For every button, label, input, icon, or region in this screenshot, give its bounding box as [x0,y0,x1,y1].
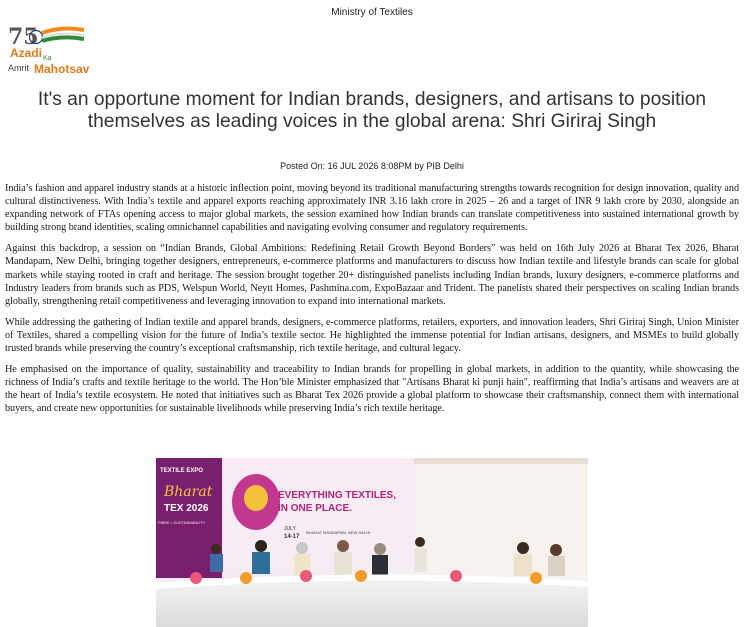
svg-text:14-17: 14-17 [284,534,300,540]
event-photo[interactable] [156,458,588,627]
paragraph-3: While addressing the gathering of Indian textile and apparel brands, designers, e-commerce platforms, retailers, exporters, and innovation leaders, Shri Giriraj Singh, Union Minister of Textiles, shared a compelling vision for the future of India’s textile sector. He highlighted the immense potential for Indian artisans, designers, and MSMEs to build globally trusted brands while preserving the country’s exceptional craftsmanship, rich textile heritage, and cultural legacy. [5,316,739,355]
logo-ka: Ka [43,55,52,62]
logo-green-stripe [42,37,84,41]
svg-text:JULY: JULY [284,526,296,532]
paragraph-4: He emphasised on the importance of quality, sustainability and traceability to Indian brands for propelling in global markets, in addition to the quantity, while showcasing the richness of India’s crafts and textile heritage to the world. The Hon’ble Minister emphasized that "Artisans Bharat ki punji hain", reaffirming that India’s artisans and weavers are at the heart of India’s textile ecosystem. He noted that initiatives such as Bharat Tex 2026 provide a global platform to showcase their craftsmanship, connect them with international buyers, and create new opportunities for sustainable livelihoods while preserving India’s rich textile heritage. [5,364,739,415]
logo-saffron-stripe [42,29,84,33]
paragraph-2: Against this backdrop, a session on “Indian Brands, Global Ambitions: Redefining Retail Growth Beyond Borders” was held on 16th July 2026 at Bharat Tex 2026, Bharat Mandapam, New Delhi, bringing together designers, entrepreneurs, e-commerce platforms and manufacturers to discuss how Indian textile and lifestyle brands can scale for global markets while staying rooted in craft and heritage. The session brought together 20+ distinguished panelists including Indian brands, luxury designers, e-commerce platforms and Industry leaders from brands such as PDS, Welspun World, Neytt Homes, Pashmina.com, ExpoBazaar and Trident. The panelists shared their perspectives on scaling Indian brands globally, strengthening retail competitiveness and leveraging innovation to expand into international markets. [5,243,739,307]
svg-text:Bharat: Bharat [164,484,213,500]
svg-text:FIBRE • SUSTAINABILITY: FIBRE • SUSTAINABILITY [158,520,206,525]
logo-mahotsav: Mahotsav [34,62,90,76]
svg-text:TEX 2026: TEX 2026 [164,503,209,514]
svg-text:BHARAT MANDAPAM, NEW DELHI: BHARAT MANDAPAM, NEW DELHI [306,530,371,535]
svg-text:TEXTILE EXPO: TEXTILE EXPO [160,468,204,474]
azadi-ka-amrit-mahotsav-logo[interactable] [6,20,106,78]
ministry-name: Ministry of Textiles [331,7,413,18]
svg-text:EVERYTHING TEXTILES,: EVERYTHING TEXTILES, [278,490,396,501]
logo-azadi: Azadi [10,46,43,60]
logo-number: 75 [8,24,39,50]
posted-on: Posted On: 16 JUL 2026 8:08PM by PIB Delhi [280,161,464,171]
paragraph-1: India’s fashion and apparel industry stands at a historic inflection point, moving beyond its traditional manufacturing strengths towards recognition for design innovation, quality and cultural distinctiveness. With India’s textile and apparel exports reaching approximately INR 3.16 lakh crore in 2025 – 26 and a target of INR 9 lakh crore by 2030, alongside an expanding network of FTAs opening access to major global markets, the session examined how Indian brands can translate competitiveness into sustained international growth by building strong brand identities, scaling omnichannel capabilities and navigating evolving consumer and regulatory requirements. [5,183,739,234]
page-title: It's an opportune moment for Indian brands, designers, and artisans to position themselves as leading voices in the global arena: Shri Giriraj Singh [37,89,707,132]
article-body [5,182,739,424]
svg-text:IN ONE PLACE.: IN ONE PLACE. [278,503,352,514]
logo-amrit: Amrit [8,63,29,73]
